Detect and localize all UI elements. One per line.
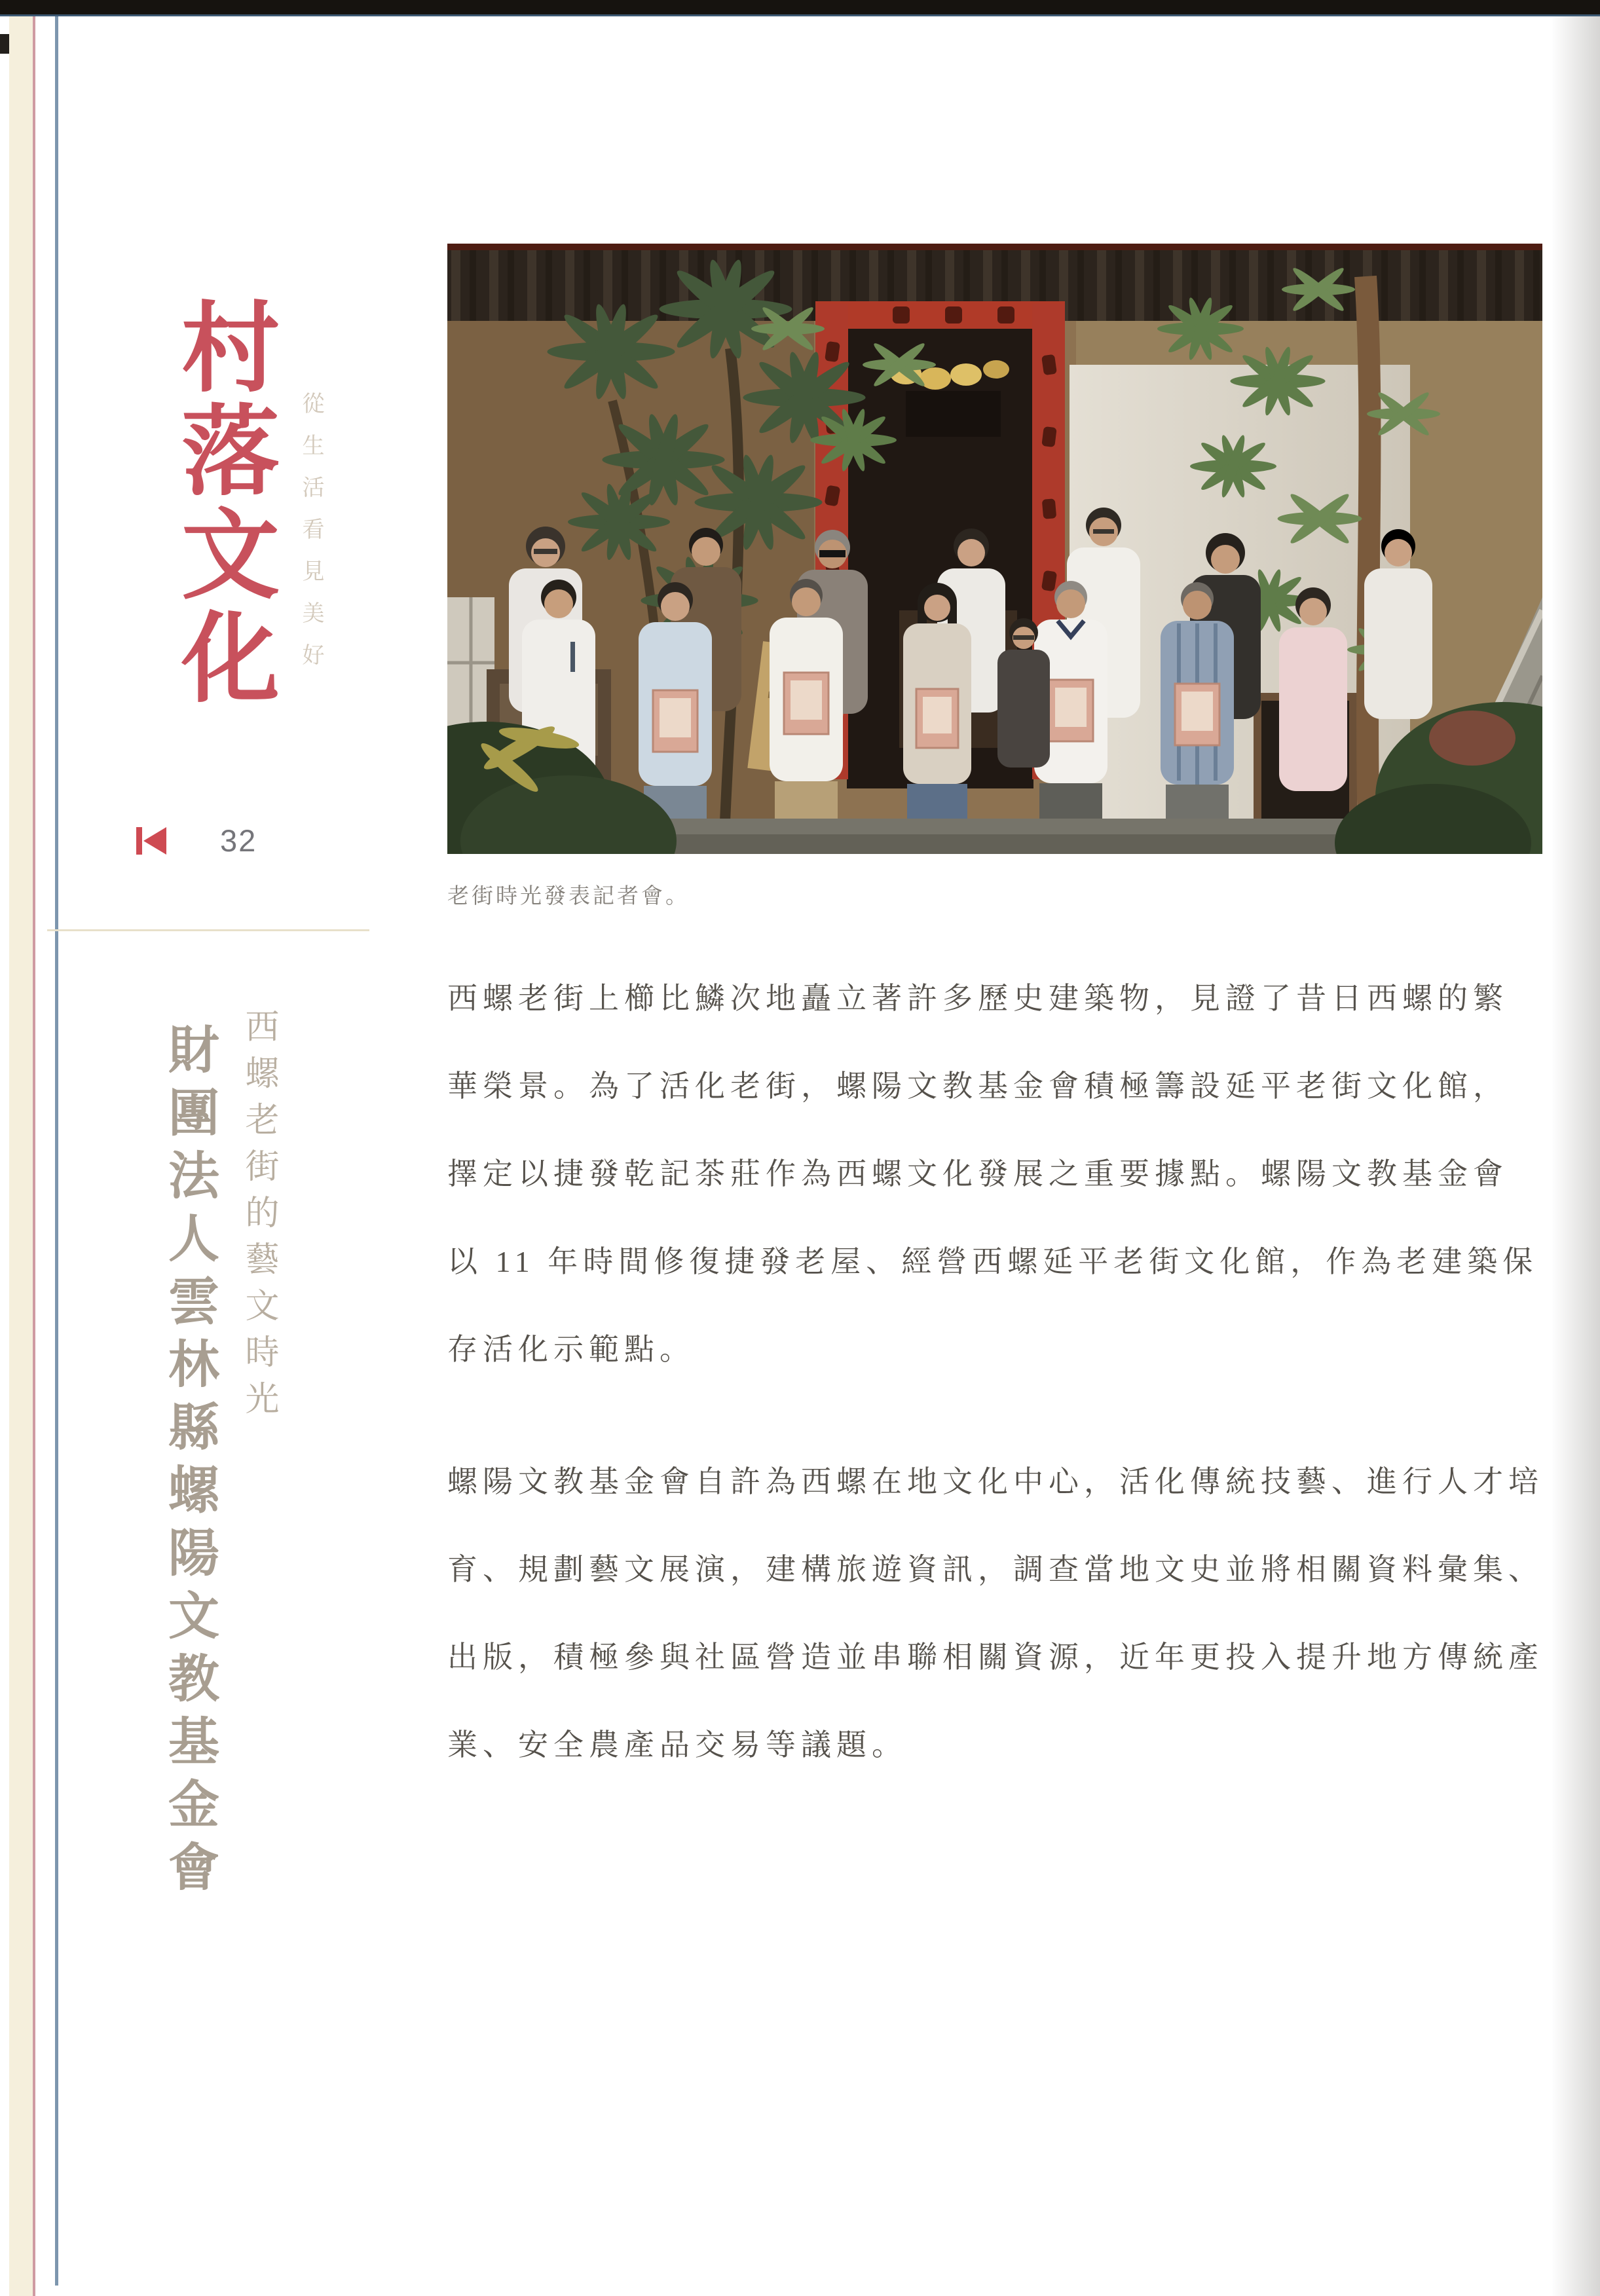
body-line: 育、規劃藝文展演，建構旅遊資訊，調查當地文史並將相關資料彙集、 — [447, 1553, 1544, 1586]
scan-mark — [0, 34, 10, 54]
article-paragraph-1 — [447, 955, 1574, 1394]
series-title-calligraphy: 村落文化 — [166, 296, 275, 710]
body-line: 以 11 年時間修復捷發老屋、經營西螺延平老街文化館，作為老建築保 — [447, 1245, 1538, 1278]
article-paragraph-2 — [447, 1438, 1574, 1789]
press-conference-photo — [447, 244, 1542, 854]
photo-caption: 老街時光發表記者會。 — [447, 883, 690, 908]
body-line: 存活化示範點。 — [447, 1333, 695, 1366]
page-marker — [136, 823, 257, 859]
body-line: 業、安全農產品交易等議題。 — [447, 1728, 907, 1762]
page-number: 32 — [220, 823, 257, 858]
body-line: 擇定以捷發乾記茶莊作為西螺文化發展之重要據點。螺陽文教基金會 — [447, 1157, 1508, 1191]
article-subtitle: 西螺老街的藝文時光 — [240, 1009, 278, 1427]
group-photo — [447, 244, 1542, 854]
binding-stripe-blue — [55, 16, 58, 2286]
body-line: 出版，積極參與社區營造並串聯相關資源，近年更投入提升地方傳統產 — [447, 1640, 1544, 1674]
binding-stripe-cream — [9, 16, 33, 2296]
series-tagline: 從生活看見美好 — [299, 392, 324, 685]
scan-top-edge — [0, 0, 1600, 16]
sidebar-divider — [47, 929, 369, 931]
body-line: 華榮景。為了活化老街，螺陽文教基金會積極籌設延平老街文化館， — [447, 1069, 1508, 1103]
binding-stripe-pink — [33, 16, 35, 2296]
article-title: 財團法人雲林縣螺陽文教基金會 — [161, 1023, 219, 1903]
body-line: 西螺老街上櫛比鱗次地矗立著許多歷史建築物，見證了昔日西螺的繁 — [447, 982, 1508, 1015]
skip-back-icon — [136, 827, 166, 855]
body-line: 螺陽文教基金會自許為西螺在地文化中心，活化傳統技藝、進行人才培 — [447, 1465, 1544, 1498]
